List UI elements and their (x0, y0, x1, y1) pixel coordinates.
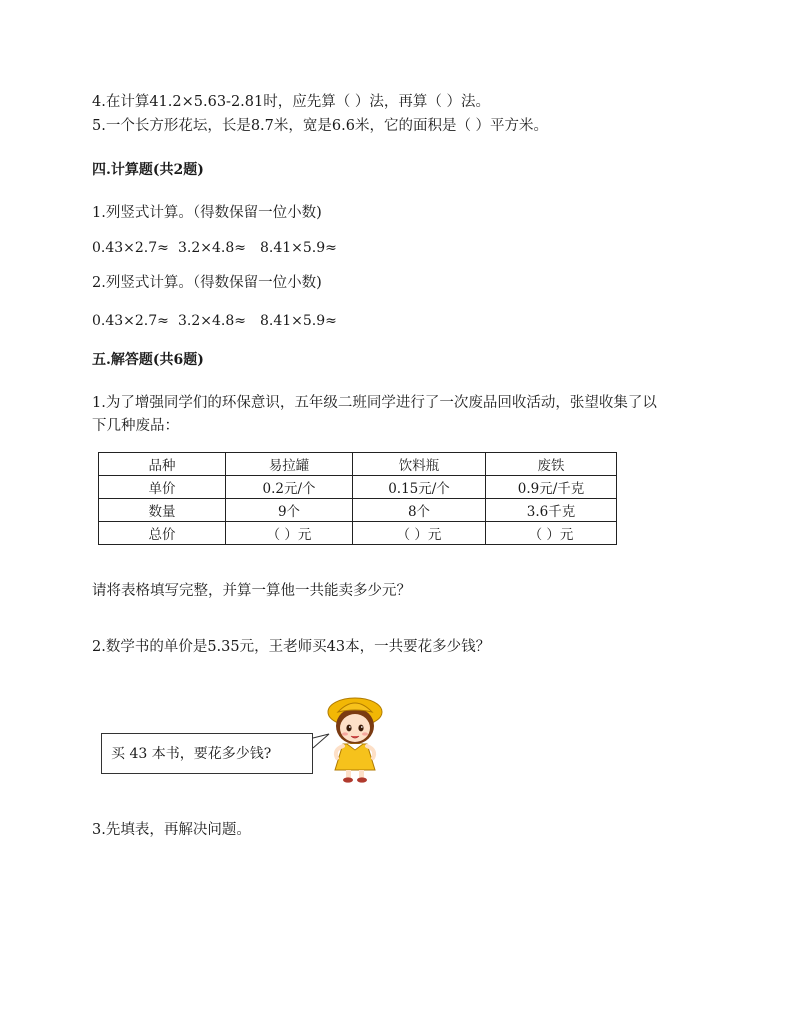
bubble-tail (313, 734, 329, 748)
word-problem-3: 3.先填表，再解决问题。 (92, 822, 251, 838)
speech-bubble (101, 733, 313, 774)
table-cell: （ ）元 (353, 522, 486, 545)
speech-bubble-text: 买 43 本书，要花多少钱? (111, 746, 272, 762)
table-row (99, 476, 617, 499)
table-row (99, 522, 617, 545)
table-row (99, 499, 617, 522)
table-cell: 3.6千克 (486, 499, 617, 522)
calc-question-2: 2.列竖式计算。（得数保留一位小数) (92, 275, 322, 291)
table-cell: 0.15元/个 (353, 476, 486, 499)
calc-expressions-2 (92, 311, 337, 331)
calc-expression: 0.43×2.7≈ (92, 240, 169, 256)
calc-expression: 3.2×4.8≈ (178, 313, 246, 329)
calc-expression: 8.41×5.9≈ (260, 240, 337, 256)
table-cell: （ ）元 (226, 522, 353, 545)
table-cell: 9个 (226, 499, 353, 522)
calc-question-1: 1.列竖式计算。（得数保留一位小数) (92, 205, 322, 221)
table-row (99, 453, 617, 476)
word-problem-1-followup: 请将表格填写完整，并算一算他一共能卖多少元？ (92, 583, 411, 599)
word-problem-1-line2: 下几种废品： (92, 418, 179, 434)
calc-expression: 8.41×5.9≈ (260, 313, 337, 329)
girl-illustration (305, 692, 385, 784)
question-5: 5.一个长方形花坛，长是8.7米，宽是6.6米，它的面积是（ ）平方米。 (92, 118, 549, 134)
table-cell: 饮料瓶 (353, 453, 486, 476)
word-problem-1-line1: 1.为了增强同学们的环保意识，五年级二班同学进行了一次废品回收活动，张望收集了以 (92, 395, 657, 411)
table-cell: 品种 (99, 453, 226, 476)
calc-expression: 0.43×2.7≈ (92, 313, 169, 329)
section-5-heading: 五.解答题(共6题) (92, 352, 204, 368)
table-cell: 0.9元/千克 (486, 476, 617, 499)
table-cell: 废铁 (486, 453, 617, 476)
word-problem-2: 2.数学书的单价是5.35元，王老师买43本，一共要花多少钱？ (92, 639, 491, 655)
table-cell: 0.2元/个 (226, 476, 353, 499)
table-cell: （ ）元 (486, 522, 617, 545)
calc-expression: 3.2×4.8≈ (178, 240, 246, 256)
table-cell: 8个 (353, 499, 486, 522)
table-cell: 易拉罐 (226, 453, 353, 476)
question-4: 4.在计算41.2×5.63-2.81时，应先算（ ）法，再算（ ）法。 (92, 94, 490, 110)
waste-table (98, 452, 617, 545)
section-4-heading: 四.计算题(共2题) (92, 162, 204, 178)
table-cell: 单价 (99, 476, 226, 499)
calc-expressions-1 (92, 238, 337, 258)
table-cell: 总价 (99, 522, 226, 545)
table-cell: 数量 (99, 499, 226, 522)
